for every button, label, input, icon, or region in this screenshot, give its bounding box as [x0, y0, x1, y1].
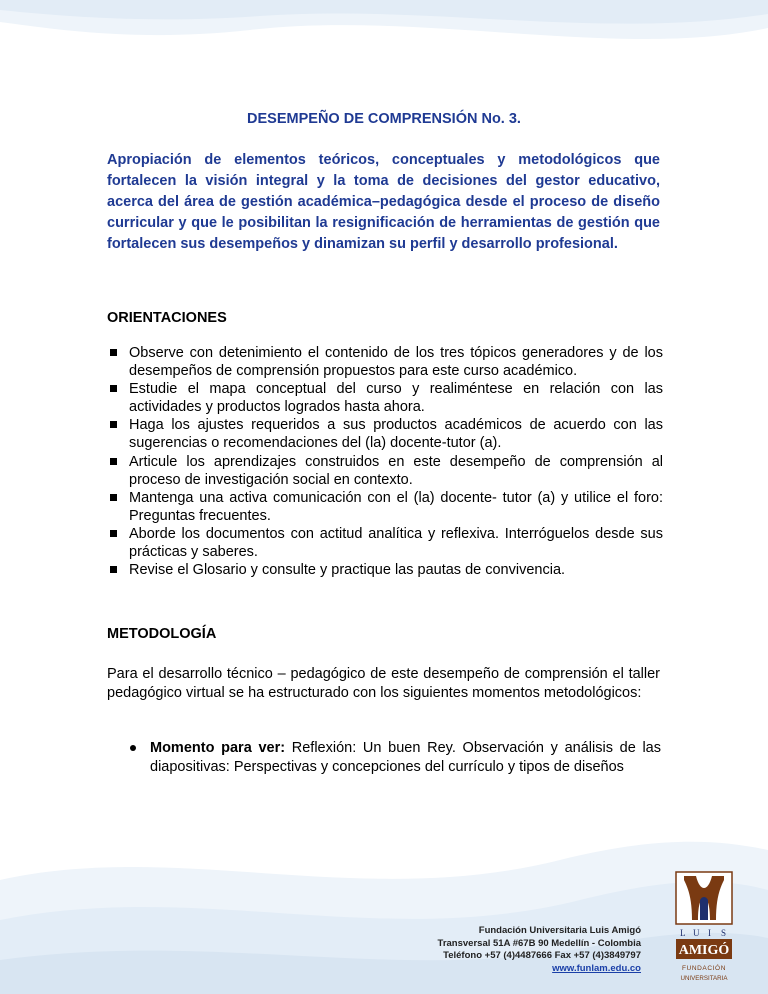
- orientaciones-list: [107, 344, 663, 579]
- logo-subtitle-1: FUNDACIÓN: [681, 965, 727, 972]
- square-bullet-icon: [110, 494, 117, 501]
- logo-letter: I: [708, 928, 711, 938]
- logo-letter: U: [693, 928, 700, 938]
- metodologia-heading: METODOLOGÍA: [107, 626, 217, 642]
- moment-label: Momento para ver:: [150, 740, 286, 756]
- footer-institution: Fundación Universitaria Luis Amigó: [478, 925, 641, 936]
- list-item: Estudie el mapa conceptual del curso y realiméntese en relación con las actividades y productos logrados hasta ahora.: [107, 380, 663, 416]
- square-bullet-icon: [110, 349, 117, 356]
- list-item: Observe con detenimiento el contenido de los tres tópicos generadores y de los desempeños de comprensión propuestos para este curso académico.: [107, 344, 663, 380]
- orientaciones-heading: ORIENTACIONES: [107, 310, 227, 326]
- list-item: Articule los aprendizajes construidos en este desempeño de comprensión al proceso de investigación social en contexto.: [107, 453, 663, 489]
- footer-website-link[interactable]: www.funlam.edu.co: [552, 962, 641, 974]
- logo-letter: S: [721, 928, 727, 938]
- logo-letter: L: [680, 928, 686, 938]
- footer-wave-decoration: [0, 820, 768, 994]
- square-bullet-icon: [110, 421, 117, 428]
- page-title: DESEMPEÑO DE COMPRENSIÓN No. 3.: [247, 111, 521, 127]
- footer-address-line: Transversal 51A #67B 90 Medellín - Colombia: [437, 937, 641, 949]
- square-bullet-icon: [110, 385, 117, 392]
- list-item: Mantenga una activa comunicación con el (la) docente- tutor (a) y utilice el foro: Preguntas frecuentes.: [107, 489, 663, 525]
- list-item: Haga los ajustes requeridos a sus productos académicos de acuerdo con las sugerencias o recomendaciones del (la) docente-tutor (a).: [107, 416, 663, 452]
- list-item: Revise el Glosario y consulte y practique las pautas de convivencia.: [107, 561, 663, 579]
- list-item: Aborde los documentos con actitud analítica y reflexiva. Interróguelos desde sus prácticas y saberes.: [107, 525, 663, 561]
- list-item: [128, 739, 661, 777]
- logo-name: AMIGÓ: [678, 943, 730, 958]
- moment-text: Reflexión: Un buen Rey. Observación y análisis de las diapositivas: Perspectivas y concepciones del currículo y tipos de diseños: [150, 740, 661, 775]
- momentos-list: [128, 739, 661, 777]
- header-wave-decoration: [0, 0, 768, 80]
- square-bullet-icon: [110, 566, 117, 573]
- round-bullet-icon: [130, 745, 136, 751]
- metodologia-paragraph: Para el desarrollo técnico – pedagógico de este desempeño de comprensión el taller pedagógico virtual se ha estructurado con los siguientes momentos metodológicos:: [107, 666, 660, 701]
- square-bullet-icon: [110, 458, 117, 465]
- footer-phone: Teléfono +57 (4)4487666 Fax +57 (4)3849797: [443, 950, 641, 961]
- luis-amigo-logo: [670, 870, 738, 985]
- logo-subtitle-2: UNIVERSITARIA: [680, 975, 728, 982]
- square-bullet-icon: [110, 530, 117, 537]
- intro-paragraph: Apropiación de elementos teóricos, conceptuales y metodológicos que fortalecen la visión integral y la toma de decisiones del gestor educativo, acerca del área de gestión académica–pedagógica desde el proceso de diseño curricular y que le posibilitan la resignificación de herramientas de gestión que fortalecen sus desempeños y dinamizan su perfil y desarrollo profesional.: [107, 152, 660, 252]
- footer-address: [438, 925, 641, 975]
